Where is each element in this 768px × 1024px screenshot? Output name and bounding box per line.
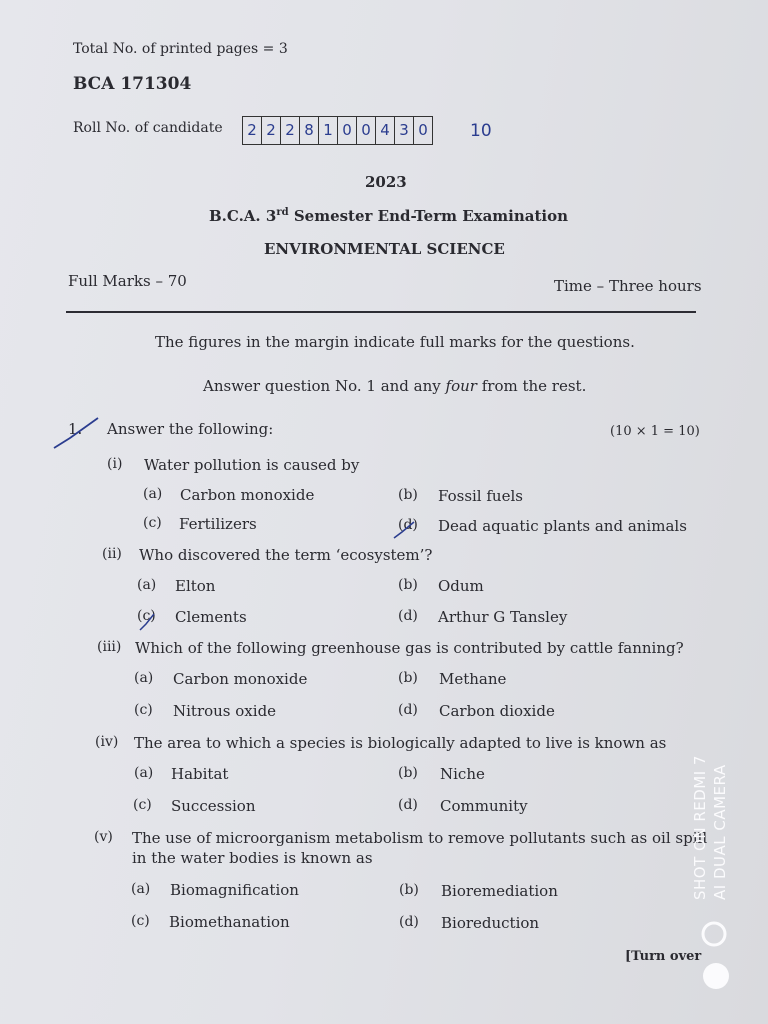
roll-digit: 2 [262,117,281,144]
option-label: (d) [398,517,418,533]
check-mark-icon [52,416,100,450]
time-allowed: Time – Three hours [554,277,702,295]
paper-code: BCA 171304 [73,74,192,94]
subject-title: ENVIRONMENTAL SCIENCE [264,240,505,258]
option-text: Methane [439,670,507,688]
option-label: (a) [137,577,157,593]
turn-over-note: [Turn over [625,949,702,964]
header-divider [66,311,696,313]
instruction-marks: The figures in the margin indicate full marks for the questions. [155,333,635,351]
option-text: Odum [438,577,484,595]
option-label: (b) [398,487,418,503]
full-marks: Full Marks – 70 [68,272,187,290]
roll-digit: 2 [281,117,300,144]
exam-year: 2023 [365,173,407,191]
subq-number: (ii) [102,546,122,562]
roll-digit: 0 [357,117,376,144]
option-text: Clements [175,608,247,626]
option-label: (a) [131,881,151,897]
option-text: Nitrous oxide [173,702,277,720]
roll-number-box [242,116,433,145]
option-text: Habitat [171,765,229,783]
option-label: (d) [398,702,418,718]
option-text: Dead aquatic plants and animals [438,517,687,535]
answer-tick-icon [138,612,158,632]
option-text: Carbon dioxide [439,702,555,720]
option-label: (b) [399,882,419,898]
option-text: Biomethanation [169,913,290,931]
option-text: Carbon monoxide [180,486,315,504]
option-label: (c) [134,702,153,718]
subq-text: Who discovered the term ‘ecosystem’? [139,546,433,564]
q1-marks: (10 × 1 = 10) [610,424,700,439]
option-label: (a) [134,670,154,686]
roll-digit: 4 [376,117,395,144]
instruction-answer: Answer question No. 1 and any four from the rest. [203,377,587,395]
subq-number: (iii) [97,639,122,655]
subq-text: The use of microorganism metabolism to remove pollutants such as oil spill [132,829,708,847]
option-label: (c) [137,608,156,624]
option-text: Arthur G Tansley [438,608,568,626]
exam-title: B.C.A. 3rd Semester End-Term Examination [209,207,569,225]
watermark-line-1: SHOT ON REDMI 7 [691,755,709,900]
option-label: (c) [143,515,162,531]
roll-digit: 0 [418,121,428,139]
option-text: Succession [171,797,256,815]
subq-text: Which of the following greenhouse gas is contributed by cattle fanning? [135,639,684,657]
option-label: (d) [398,797,418,813]
option-label: (a) [143,486,163,502]
option-text: Bioremediation [441,882,558,900]
subq-text: Water pollution is caused by [144,456,360,474]
subq-text-continued: in the water bodies is known as [132,849,373,867]
option-text: Fossil fuels [438,487,523,505]
option-label: (c) [131,913,150,929]
subq-text: The area to which a species is biologically adapted to live is known as [134,734,667,752]
option-label: (b) [398,670,418,686]
option-label: (c) [133,797,152,813]
roll-extra-handwriting: 10 [470,121,492,141]
option-text: Fertilizers [179,515,257,533]
roll-digit: 1 [319,117,338,144]
q1-text: Answer the following: [107,420,274,438]
option-text: Carbon monoxide [173,670,308,688]
option-text: Biomagnification [170,881,299,899]
option-text: Bioreduction [441,914,540,932]
option-text: Community [440,797,528,815]
printed-pages-text: Total No. of printed pages = 3 [73,41,288,57]
option-text: Elton [175,577,216,595]
roll-digit: 2 [243,117,262,144]
roll-digit: 8 [300,117,319,144]
option-label: (b) [398,577,418,593]
roll-label: Roll No. of candidate [73,120,223,136]
subq-number: (iv) [95,734,119,750]
camera-watermark [690,755,730,900]
option-label: (d) [398,608,418,624]
option-label: (b) [398,765,418,781]
watermark-line-2: AI DUAL CAMERA [711,764,729,900]
camera-dot-icon [703,963,729,989]
option-label: (d) [399,914,419,930]
roll-digit: 3 [395,117,414,144]
q1-number: 1. [68,420,83,438]
option-text: Niche [440,765,485,783]
roll-digit: 0 [338,117,357,144]
subq-number: (i) [107,456,123,472]
answer-tick-icon [392,520,416,540]
subq-number: (v) [94,829,113,845]
camera-logo-icon [700,920,728,948]
option-label: (a) [134,765,154,781]
